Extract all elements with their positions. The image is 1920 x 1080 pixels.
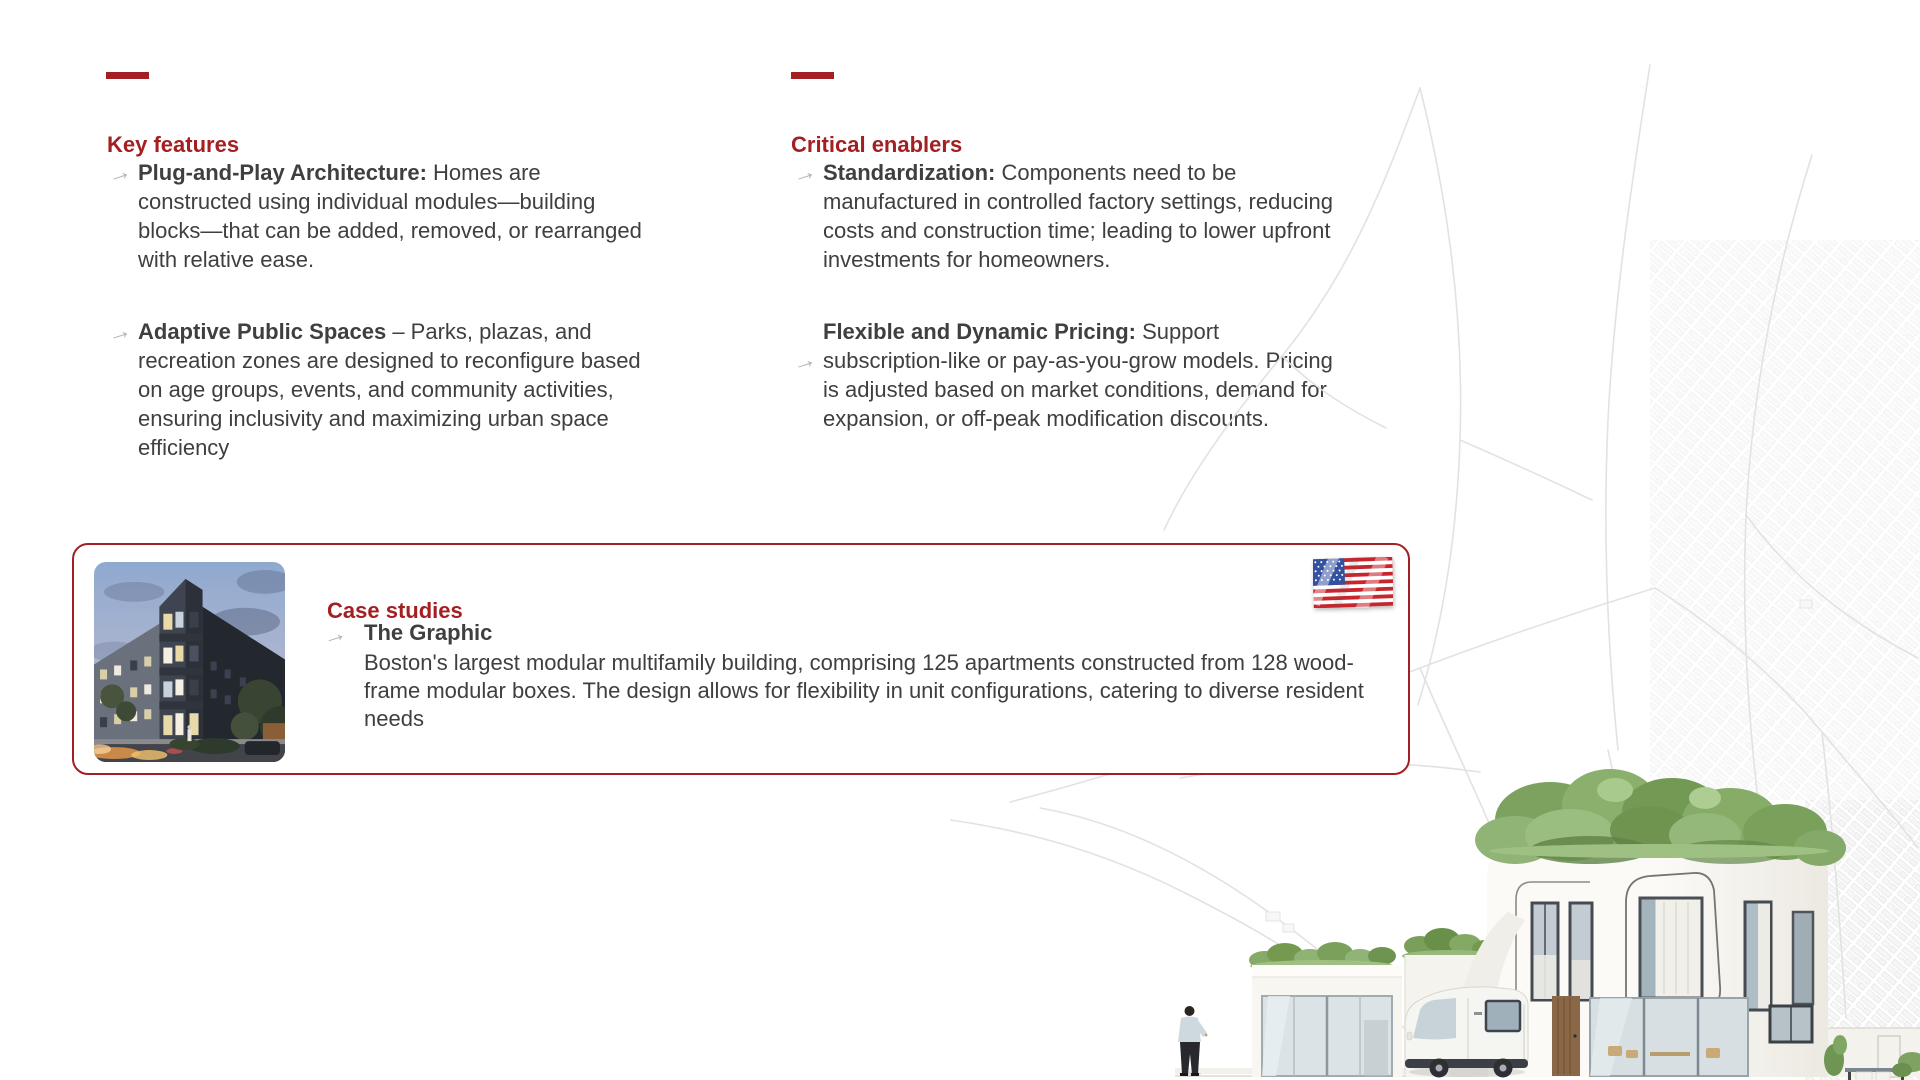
bullet-rest: Support subscription-like or pay-as-you-grow models. Pricing is adjusted based on market conditions, demand for expansion, or off-peak modification discounts. <box>823 319 1333 431</box>
bullet-adaptive-spaces <box>103 316 647 462</box>
case-study-photo <box>94 562 285 762</box>
case-study-item <box>318 618 493 652</box>
bullet-lead: Flexible and Dynamic Pricing: <box>823 319 1136 344</box>
bullet-rest: – Parks, plazas, and recreation zones are designed to reconfigure based on age groups, events, and community activities, ensuring inclusivity and maximizing urban space efficiency <box>138 319 641 460</box>
left-column-heading: Key features <box>107 132 240 158</box>
bullet-rest: Homes are constructed using individual modules—building blocks—that can be added, removed, or rearranged with relative ease. <box>138 160 642 272</box>
arrow-bullet-icon: → <box>788 157 820 191</box>
case-study-title: The Graphic <box>364 620 493 645</box>
modular-house <box>1475 769 1846 1077</box>
left-column-bullets <box>103 157 647 462</box>
delivery-van <box>1405 987 1528 1078</box>
bullet-lead: Standardization: <box>823 160 996 185</box>
bullet-text <box>138 317 647 462</box>
arrow-bullet-icon: → <box>318 618 351 652</box>
case-study-description: Boston's largest modular multifamily building, comprising 125 apartments constructed from 128 wood-frame modular boxes. The design allows for flexibility in unit configurations, catering to diverse resident needs <box>364 650 1364 731</box>
map-city-blocks <box>1650 240 1920 800</box>
arrow-bullet-icon: → <box>788 345 820 379</box>
person-figure <box>1178 1006 1208 1077</box>
us-flag-svg <box>1313 557 1393 608</box>
right-column-heading: Critical enablers <box>791 132 963 158</box>
right-annex <box>1824 1028 1920 1080</box>
accent-bar-right <box>791 72 834 79</box>
bullet-plug-and-play <box>103 157 647 274</box>
bullet-rest: Components need to be manufactured in controlled factory settings, reducing costs and construction time; leading to lower upfront investments for homeowners. <box>823 160 1333 272</box>
bullet-text <box>138 158 647 274</box>
upper-windows <box>1532 898 1813 1010</box>
arrow-bullet-icon: → <box>103 316 135 350</box>
case-studies-heading: Case studies <box>327 598 463 623</box>
case-studies-box <box>72 543 1410 775</box>
arrow-bullet-icon: → <box>103 157 135 191</box>
apartment-building-photo-svg <box>94 562 285 762</box>
bullet-lead: Adaptive Public Spaces <box>138 319 387 344</box>
bullet-lead: Plug-and-Play Architecture: <box>138 160 427 185</box>
left-module <box>1249 942 1402 1077</box>
accent-bar-left <box>106 72 149 79</box>
us-flag-icon <box>1313 557 1393 608</box>
